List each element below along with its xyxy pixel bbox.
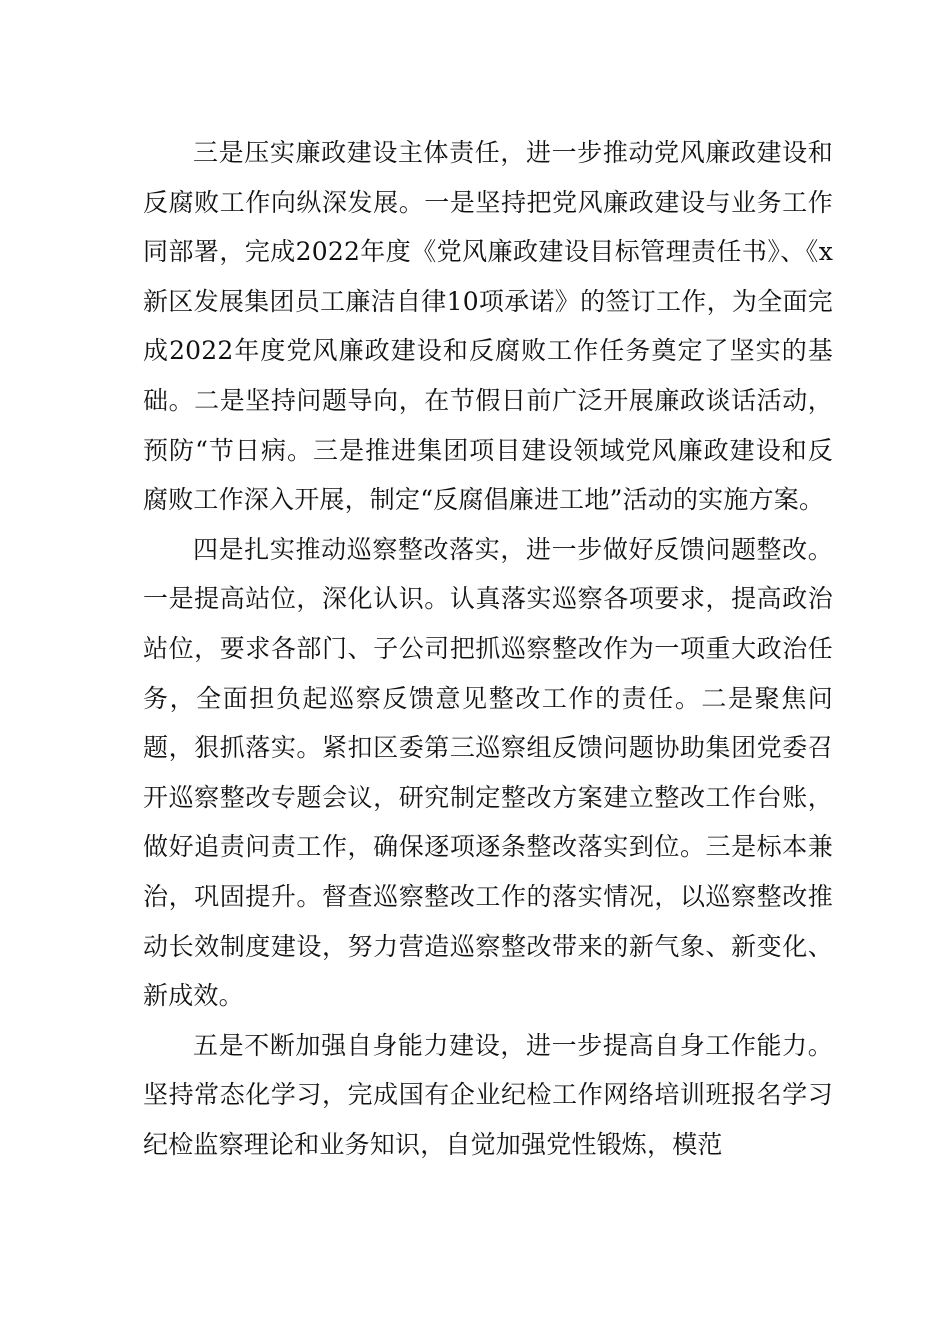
paragraph-four: 四是扎实推动巡察整改落实，进一步做好反馈问题整改。一是提高站位，深化认识。认真落实巡察各项要求，提高政治站位，要求各部门、子公司把抓巡察整改作为一项重大政治任务，全面担负起巡察反馈意见整改工作的责任。二是聚焦问题，狠抓落实。紧扣区委第三巡察组反馈问题协助集团党委召开巡察整改专题会议，研究制定整改方案建立整改工作台账，做好追责问责工作，确保逐项逐条整改落实到位。三是标本兼治，巩固提升。督查巡察整改工作的落实情况，以巡察整改推动长效制度建设，努力营造巡察整改带来的新气象、新变化、新成效。 bbox=[143, 534, 833, 1011]
paragraph-three: 三是压实廉政建设主体责任，进一步推动党风廉政建设和反腐败工作向纵深发展。一是坚持把党风廉政建设与业务工作同部署，完成2022年度《党风廉政建设目标管理责任书》、《x新区发展集团员工廉洁自律10项承诺》的签订工作，为全面完成2022年度党风廉政建设和反腐败工作任务奠定了坚实的基础。二是坚持问题导向，在节假日前广泛开展廉政谈话活动，预防“节日病。三是推进集团项目建设领域党风廉政建设和反腐败工作深入开展，制定“反腐倡廉进工地”活动的实施方案。 bbox=[143, 138, 833, 515]
paragraph-five: 五是不断加强自身能力建设，进一步提高自身工作能力。坚持常态化学习，完成国有企业纪检工作网络培训班报名学习纪检监察理论和业务知识，自觉加强党性锻炼，模范 bbox=[143, 1030, 833, 1159]
document-body bbox=[143, 128, 833, 1169]
